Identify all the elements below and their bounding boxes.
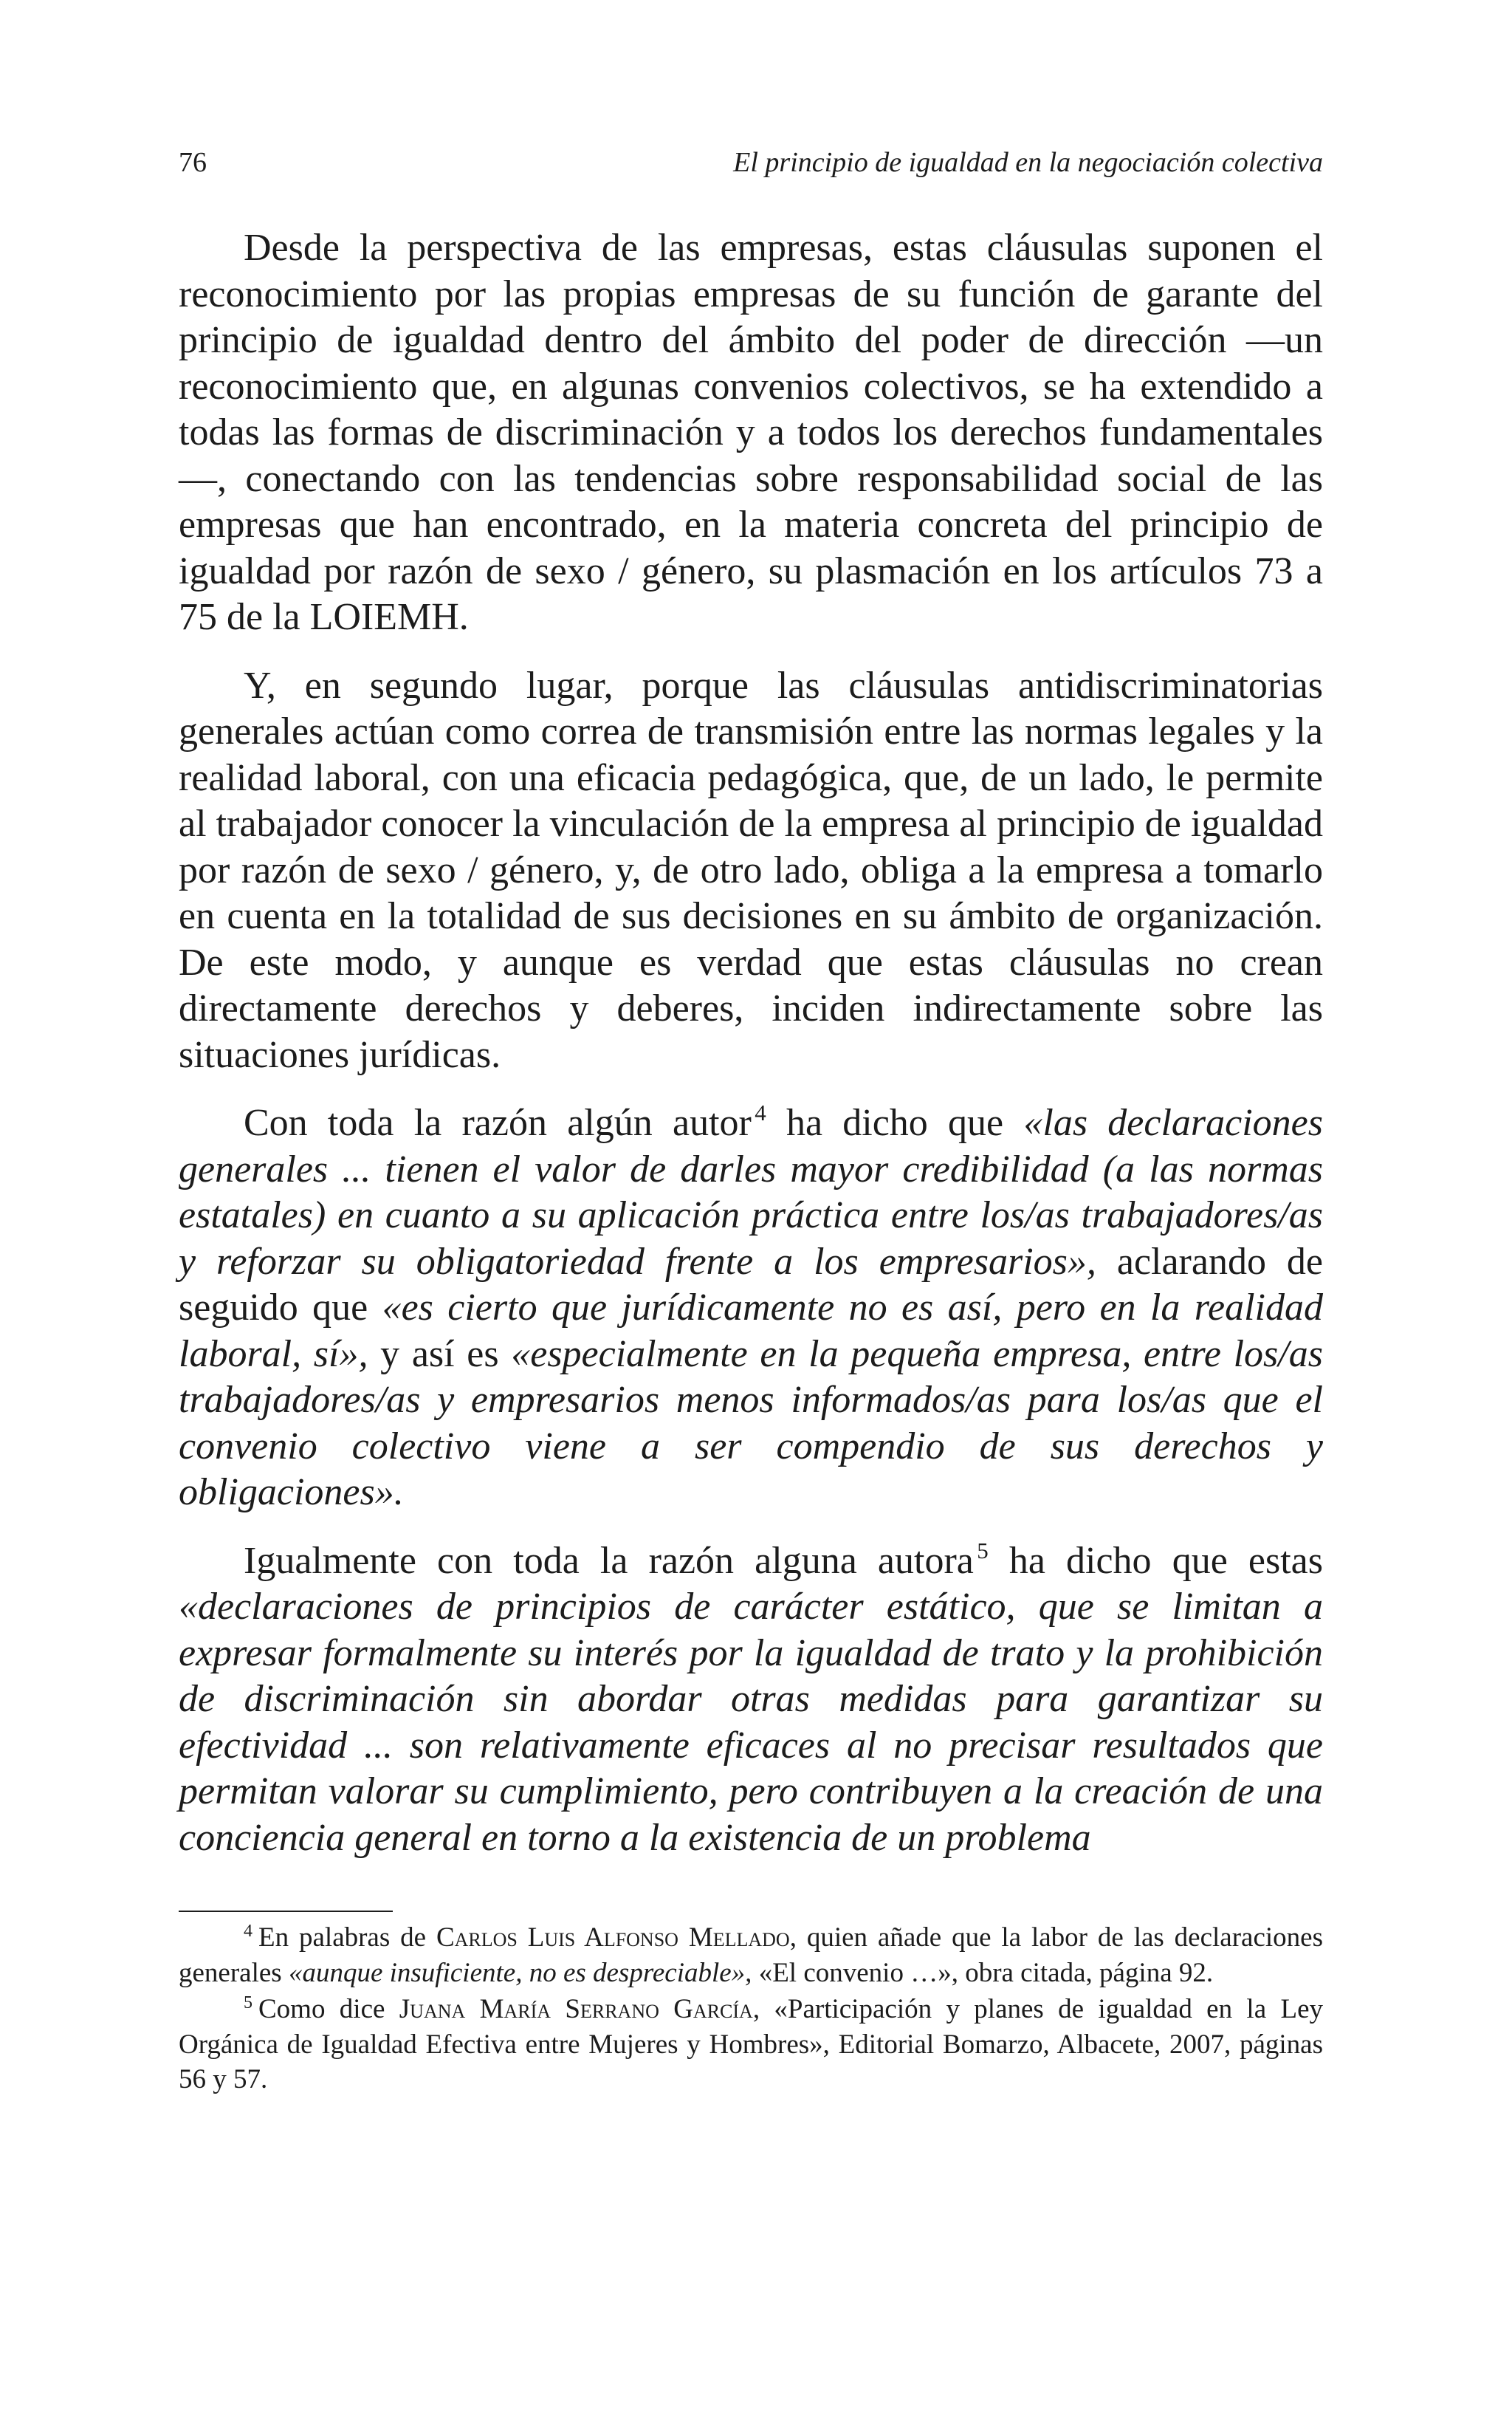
body-text [179, 225, 1323, 1883]
footnote-4 [179, 1920, 1323, 1990]
footnote-5-text-a: Como dice [258, 1994, 399, 2024]
footnote-5 [179, 1992, 1323, 2097]
page-number: 76 [179, 147, 207, 178]
footnote-4-quote: «aunque insuficiente, no es despreciable», [288, 1957, 752, 1988]
footnote-ref-5[interactable]: 5 [977, 1537, 989, 1563]
paragraph-4-text-b: ha dicho que estas [988, 1539, 1323, 1582]
paragraph-3-text-b: ha dicho que [766, 1102, 1024, 1144]
paragraph-2: Y, en segundo lugar, porque las cláusulas antidiscriminatorias generales actúan como correa de transmisión entre las normas legales y la realidad laboral, con una eficacia pedagógica, que, de un lado, le permite al trabajador conocer la vinculación de la empresa al principio de igualdad por razón de sexo / género, y, de otro lado, obliga a la empresa a tomarlo en cuenta en la totalidad de sus decisiones en su ámbito de organización. De este modo, y aunque es verdad que estas cláusulas no crean directamente derechos y deberes, inciden indirectamente sobre las situaciones jurídicas. [179, 664, 1323, 1076]
footnotes [179, 1920, 1323, 2099]
paragraph-3-quote-3: «especialmente en la pequeña empresa, entre los/as trabajadores/as y empresarios menos informados/as para los/as que el convenio colectivo viene a ser compendio de sus derechos y obligaciones». [179, 1332, 1323, 1513]
paragraph-3-text-d: y así es [368, 1332, 512, 1375]
paragraph-3-text-a: Con toda la razón algún autor [244, 1102, 752, 1144]
paragraph-4-text-a: Igualmente con toda la razón alguna autora [244, 1539, 974, 1582]
paragraph-4 [179, 1538, 1323, 1862]
footnote-5-number: 5 [244, 1993, 252, 2012]
footnote-5-author: Juana María Serrano García [399, 1994, 753, 2024]
footnote-5-text-b: , «Participación y planes de igualdad en la Ley Orgánica de Igualdad Efectiva entre Mujeres y Hombres», Editorial Bomarzo, Albacete, 2007, páginas 56 y 57. [179, 1994, 1323, 2094]
footnote-4-number: 4 [244, 1922, 252, 1941]
running-title: El principio de igualdad en la negociación colectiva [733, 147, 1323, 178]
paragraph-1: Desde la perspectiva de las empresas, estas cláusulas suponen el reconocimiento por las propias empresas de su función de garante del principio de igualdad dentro del ámbito del poder de dirección —un reconocimiento que, en algunas convenios colectivos, se ha extendido a todas las formas de discriminación y a todos los derechos fundamentales—, conectando con las tendencias sobre responsabilidad social de las empresas que han encontrado, en la materia concreta del principio de igualdad por razón de sexo / género, su plasmación en los artículos 73 a 75 de la LOIEMH. [179, 227, 1323, 638]
footnote-4-text-b: , quien añade que la labor de las declaraciones generales [179, 1922, 1323, 1988]
running-header [179, 140, 1323, 185]
footnote-separator [179, 1911, 393, 1912]
footnote-4-text-a: En palabras de [258, 1922, 436, 1953]
paragraph-4-quote-1: «declaraciones de principios de carácter estático, que se limitan a expresar formalmente su interés por la igualdad de trato y la prohibición de discriminación sin abordar otras medidas para garantizar su efectividad ... son relativamente eficaces al no precisar resultados que permitan valorar su cumplimiento, pero contribuyen a la creación de una conciencia general en torno a la existencia de un problema [179, 1586, 1323, 1859]
paragraph-3-quote-2: «es cierto que jurídicamente no es así, pero en la realidad laboral, sí», [179, 1286, 1324, 1375]
paragraph-3 [179, 1100, 1323, 1516]
paragraph-3-quote-1: «las declaraciones generales ... tienen el valor de darles mayor credibilidad (a las normas estatales) en cuanto a su aplicación práctica entre los/as trabajadores/as y reforzar su obligatoriedad frente a los empresarios», [179, 1102, 1323, 1283]
footnote-4-text-c: «El convenio …», obra citada, página 92. [752, 1957, 1214, 1988]
footnote-ref-4[interactable]: 4 [755, 1100, 766, 1126]
paragraph-3-text-c: aclarando de seguido que [179, 1240, 1323, 1329]
footnote-4-author: Carlos Luis Alfonso Mellado [436, 1922, 790, 1953]
